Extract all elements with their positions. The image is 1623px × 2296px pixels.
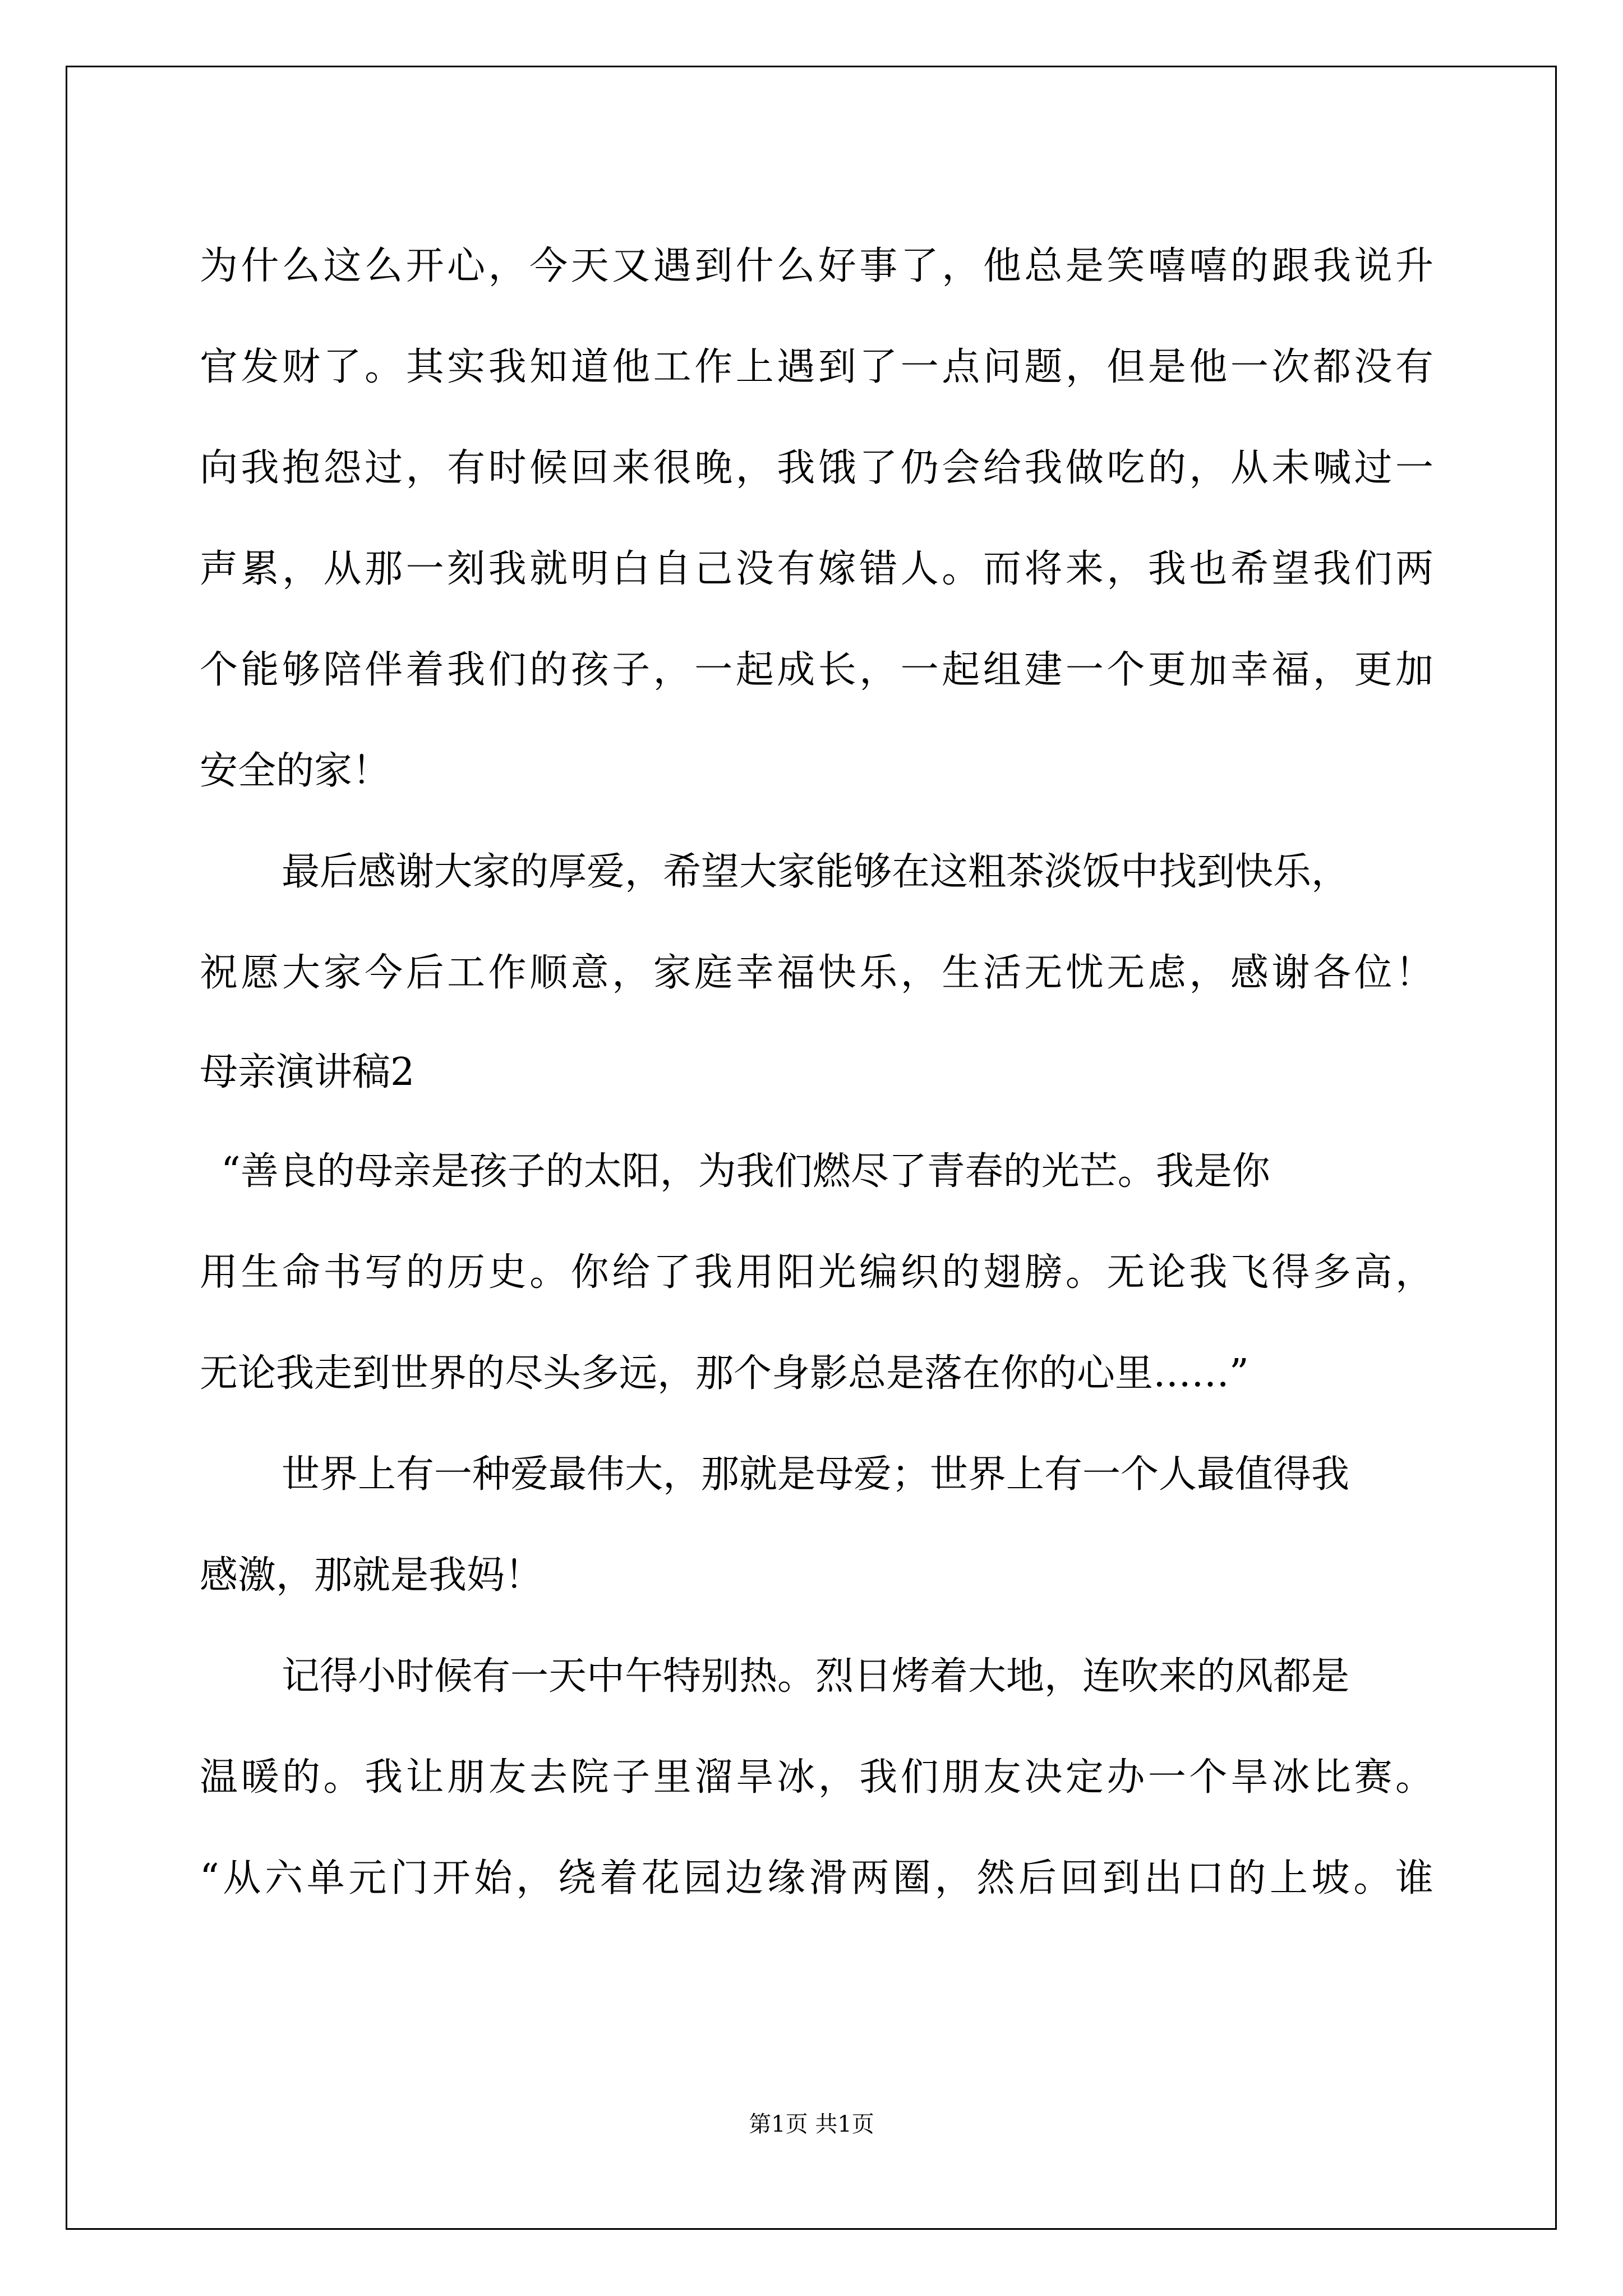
text-line: 安全的家！	[200, 749, 391, 793]
text-line: 无论我走到世界的尽头多远，那个身影总是落在你的心里……”	[200, 1351, 1249, 1396]
text-line: 官发财了。其实我知道他工作上遇到了一点问题，但是他一次都没有	[200, 345, 1433, 389]
text-line: 世界上有一种爱最伟大，那就是母爱；世界上有一个人最值得我	[282, 1452, 1350, 1497]
text-line: “善良的母亲是孩子的太阳，为我们燃尽了青春的光芒。我是你	[221, 1149, 1270, 1194]
text-line: 感激，那就是我妈！	[200, 1553, 543, 1598]
text-line: 记得小时候有一天中午特别热。烈日烤着大地，连吹来的风都是	[282, 1654, 1350, 1699]
paragraph	[200, 216, 1433, 822]
paragraph	[200, 1626, 1433, 1929]
text-line: 祝愿大家今后工作顺意，家庭幸福快乐，生活无忧无虑，感谢各位！	[200, 951, 1433, 995]
text-line: 用生命书写的历史。你给了我用阳光编织的翅膀。无论我飞得多高，	[200, 1250, 1433, 1295]
document-body	[200, 216, 1433, 1929]
section-heading: 母亲演讲稿2	[200, 1050, 415, 1094]
text-line: 个能够陪伴着我们的孩子，一起成长，一起组建一个更加幸福，更加	[200, 648, 1433, 692]
paragraph	[200, 1424, 1433, 1626]
page-number-footer: 第1页 共1页	[749, 2111, 874, 2137]
text-line: “从六单元门开始，绕着花园边缘滑两圈，然后回到出口的上坡。谁	[200, 1856, 1433, 1901]
text-line: 向我抱怨过，有时候回来很晚，我饿了仍会给我做吃的，从未喊过一	[200, 446, 1433, 490]
paragraph	[200, 822, 1433, 1024]
text-line: 最后感谢大家的厚爱，希望大家能够在这粗茶淡饭中找到快乐，	[282, 850, 1350, 894]
text-line: 为什么这么开心，今天又遇到什么好事了，他总是笑嘻嘻的跟我说升	[200, 244, 1433, 288]
text-line: 声累，从那一刻我就明白自己没有嫁错人。而将来，我也希望我们两	[200, 547, 1433, 591]
paragraph	[200, 1121, 1433, 1424]
text-line: 温暖的。我让朋友去院子里溜旱冰，我们朋友决定办一个旱冰比赛。	[200, 1755, 1433, 1800]
